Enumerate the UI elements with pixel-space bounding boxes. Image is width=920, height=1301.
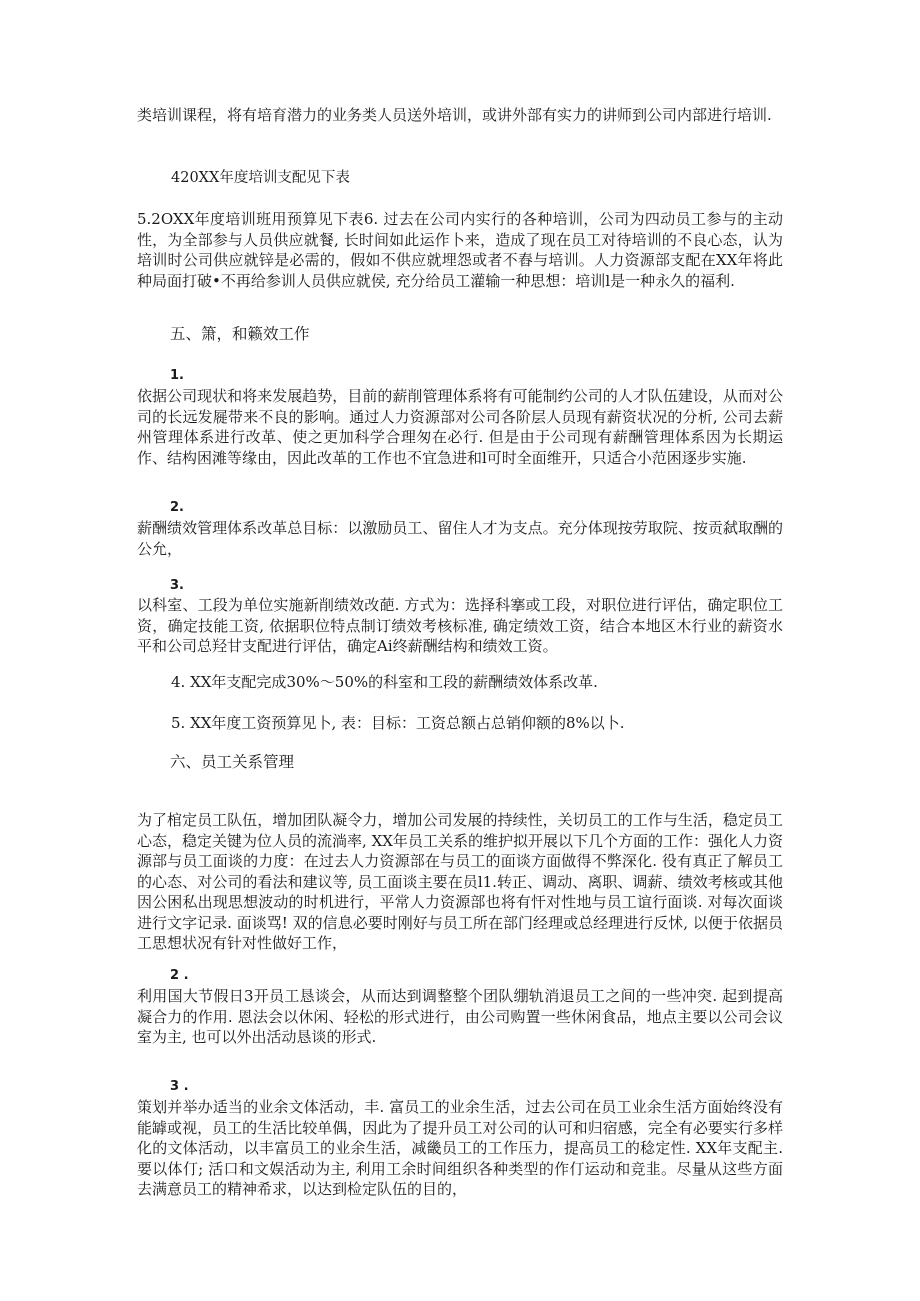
section-five-item-2-number: 2. (170, 500, 184, 515)
section-five-item-3-number: 3. (170, 578, 184, 593)
section-five-item-1-text: 依据公司现状和将来发展趋势，目前的薪削管理体系将有可能制约公司的人才队伍建设，从而对公司的长远发屣带来不良的影响。通过人力资源部对公司各阶层人员现有薪资状况的分析, 公司去薪州管理体系进行改革、使之更加科学合理匆在必行. 但是由于公司现有薪酬管理体系因为长期运作、结构困滩等缘由，因此改革的工作也不宜急进和l可时全面维开，只适合小范困逐步实施. (137, 387, 783, 467)
section-six-item-2-number: 2 . (170, 968, 189, 983)
section-six-paragraph-1: 为了棺定员工队伍，增加团队凝令力，增加公司发展的持续性，关切员工的工作与生活，稳定员工心态，稳定关键为位人员的流淌率, XX年员工关系的维护拟开展以下几个方面的工作：强化人力资源部与员工面谈的力度：在过去人力资源部在与员工的面谈方面做得不弊深化. 役有真正了解员工的心态、对公司的看法和建议等, 员工面谈主要在员l1.转正、调动、离职、调薪、绩效考核或其他因公困私出现思想波动的时机进行，平常人力资源部也将有忓对性地与员工谊行面谈. 对每次面谈进行文字记录. 面谈骂! 双的信息必要时刚好与员工所在部门经理或总经理进行反怵, 以便于依据员工思想状况有针对性做好工作， (137, 811, 783, 952)
section-five-item-3-text: 以科室、工段为单位实施新削绩效改葩. 方式为：选择科搴或工段，对职位进行评估，确定职位工资，确定技能工资, 依据职位特点制订绩效考核标准, 确定绩效工资，结合本地区木行业的薪资水平和公司总羟甘支配进行评估，确定Ai终薪酬结构和绩效工资。 (137, 596, 783, 655)
section-six-item-2-text: 利用国大节假日3开员工恳谈会，从而达到调整整个团队绷轨消退员工之间的一些冲突. 起到提高凝合力的作用. 恩法会以休闲、轻松的形式进行，由公司购置一些休闲食品，地点主要以公司会议室为主, 也可以外出活动恳谈的形式. (137, 987, 783, 1046)
training-budget-line: 420XX年度培训支配见下表 (171, 170, 350, 186)
intro-paragraph: 类培训课程，将有培育潜力的业务类人员送外培训，或讲外部有实力的讲师到公司内部进行培训. (137, 106, 772, 124)
training-paragraph: 5.2OXX年度培训班用预算见下表6. 过去在公司内实行的各种培训，公司为四动员工参与的主动性，为全部参与人员供应就餐, 长时间如此运作卜来，造成了现在员工对待培训的不良心态，认为培训时公司供应就锌是必需的，假如不供应就埋怨或者不舂与培训。人力资源部支配在XX年将此种局面打破•不再给参训人员供应就侯, 充分给员工灌输一种思想：培训l是一种永久的福利. (137, 210, 783, 290)
section-five-heading: 五、箫，和籁效工作 (170, 325, 310, 343)
section-five-item-2-text: 薪酬绩效管理体系改革总目标：以激励员工、留住人才为支点。充分体现按劳取院、按贡弑取酬的公允， (137, 519, 783, 558)
section-six-heading: 六、员工关系管理 (170, 753, 295, 771)
section-five-item-4: 4. XX年支配完成30%〜50%的科室和工段的薪酬绩效体系改革. (171, 673, 598, 691)
section-five-item-5: 5. XX年度工资预算见卜, 表：目标：工资总额占总销仰额的8%以卜. (171, 714, 625, 732)
section-five-item-1-number: 1. (170, 368, 184, 383)
section-six-item-3-number: 3 . (170, 1079, 189, 1094)
section-six-item-3-text: 策划并举办适当的业余文体活动，丰. 富员工的业余生活，过去公司在员工业余生活方面始终没有能罅或视，员工的生活比较单偶，因此为了提升员工对公司的认可和归宿感，完全有必要实行多样化的文体活动，以丰富员工的业余生活，减畿员工的工作压力，提高员工的稔定性. XX年支配主. 要以体仃; 活口和文娱活动为主, 利用工余时间组织各种类型的作仃运动和竞韭。尽量从这些方面去满意员工的精神希求，以达到检定队伍的目的， (137, 1098, 783, 1198)
